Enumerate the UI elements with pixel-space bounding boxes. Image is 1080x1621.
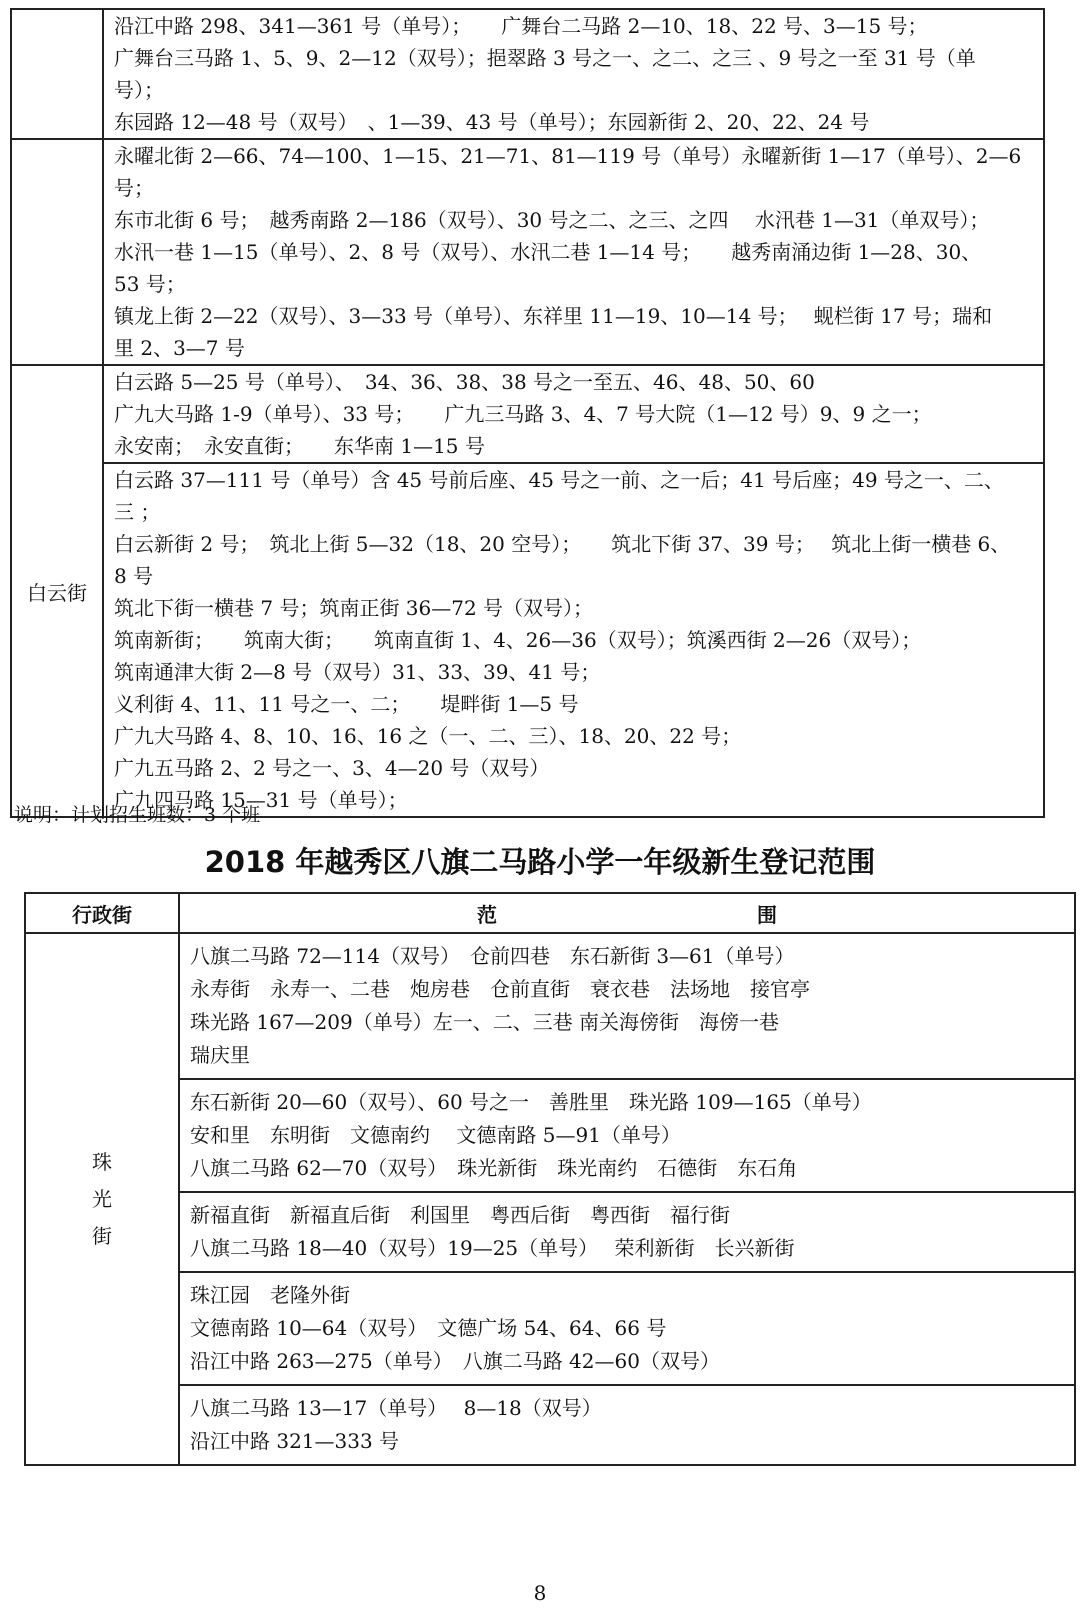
table-row (11, 9, 1044, 139)
table-row (25, 1385, 1075, 1465)
range-line: 八旗二马路 13—17（单号） 8—18（双号） (190, 1396, 602, 1420)
range-line: 新福直街 新福直后街 利国里 粤西后街 粤西街 福行街 (190, 1203, 730, 1227)
range-line: 号）； (114, 78, 164, 102)
range-cell (103, 463, 1044, 817)
range-line: 里 2、3—7 号 (114, 336, 245, 360)
range-line: 沿江中路 263—275（单号） 八旗二马路 42—60（双号） (190, 1349, 720, 1373)
range-line: 东市北街 6 号； 越秀南路 2—186（双号）、30 号之二、之三、之四 水汛巷 1—31（单双号）； (114, 208, 990, 232)
range-line: 8 号 (114, 564, 154, 588)
range-line: 永曜北街 2—66、74—100、1—15、21—71、81—119 号（单号）永曜新街 1—17（单号）、2—6 (114, 144, 1022, 168)
range-line: 广九大马路 1-9（单号）、33 号； 广九三马路 3、4、7 号大院（1—12 号）9、9 之一； (114, 402, 932, 426)
range-cell (103, 9, 1044, 139)
range-line: 永寿街 永寿一、二巷 炮房巷 仓前直街 衰衣巷 法场地 接官亭 (190, 977, 810, 1001)
document-title: 2018 年越秀区八旗二马路小学一年级新生登记范围 (204, 845, 876, 879)
range-line: 筑南新街； 筑南大街； 筑南直街 1、4、26—36（双号）；筑溪西街 2—26（双号）； (114, 628, 922, 652)
table-row (25, 933, 1075, 1079)
district-cell-empty (11, 9, 103, 139)
district-char: 光 (92, 1186, 112, 1211)
range-cell (179, 933, 1075, 1079)
range-line: 永安南； 永安直街； 东华南 1—15 号 (114, 434, 485, 458)
range-line: 安和里 东明街 文德南约 文德南路 5—91（单号） (190, 1123, 681, 1147)
range-line: 八旗二马路 62—70（双号） 珠光新街 珠光南约 石德街 东石角 (190, 1156, 798, 1180)
district-cell-empty (11, 139, 103, 365)
range-cell (103, 139, 1044, 365)
top-registration-table (10, 8, 1045, 818)
table-row (25, 1079, 1075, 1192)
range-cell (179, 1272, 1075, 1385)
range-line: 东石新街 20—60（双号）、60 号之一 善胜里 珠光路 109—165（单号） (190, 1090, 872, 1114)
range-line: 珠江园 老隆外街 (190, 1283, 350, 1307)
range-line: 沿江中路 298、341—361 号（单号）； 广舞台二马路 2—10、18、22 号、3—15 号； (114, 14, 928, 38)
range-cell (103, 365, 1044, 463)
range-cell (179, 1385, 1075, 1465)
table-row (11, 139, 1044, 365)
range-line: 白云路 5—25 号（单号）、 34、36、38、38 号之一至五、46、48、50、60 (114, 370, 815, 394)
range-line: 号； (114, 176, 154, 200)
range-line: 镇龙上街 2—22（双号）、3—33 号（单号）、东祥里 11—19、10—14 号； 蚬栏街 17 号；瑞和 (114, 304, 993, 328)
district-char: 街 (92, 1223, 112, 1248)
class-plan-note: 说明：计划招生班数：3 个班 (14, 804, 261, 826)
district-label: 白云街 (11, 365, 103, 817)
range-line: 广舞台三马路 1、5、9、2—12（双号）；挹翠路 3 号之一、之二、之三 、9 号之一至 31 号（单 (114, 46, 976, 70)
range-line: 珠光路 167—209（单号）左一、二、三巷 南关海傍街 海傍一巷 (190, 1010, 780, 1034)
range-line: 广九四马路 15—31 号（单号）； (114, 788, 408, 812)
range-line: 筑南通津大街 2—8 号（双号）31、33、39、41 号； (114, 660, 601, 684)
table-row (25, 1272, 1075, 1385)
table-header-row (25, 893, 1075, 933)
range-line: 瑞庆里 (190, 1043, 250, 1067)
range-line: 文德南路 10—64（双号） 文德广场 54、64、66 号 (190, 1316, 667, 1340)
range-line: 53 号； (114, 272, 186, 296)
range-line: 沿江中路 321—333 号 (190, 1429, 400, 1453)
range-line: 广九五马路 2、2 号之一、3、4—20 号（双号） (114, 756, 550, 780)
range-line: 八旗二马路 72—114（双号） 仓前四巷 东石新街 3—61（单号） (190, 944, 795, 968)
range-line: 白云新街 2 号； 筑北上街 5—32（18、20 空号）； 筑北下街 37、39 号； 筑北上街一横巷 6、 (114, 532, 1011, 556)
range-line: 东园路 12—48 号（双号） 、1—39、43 号（单号）；东园新街 2、20、22、24 号 (114, 110, 870, 134)
table-row (11, 365, 1044, 463)
range-cell (179, 1079, 1075, 1192)
range-line: 白云路 37—111 号（单号）含 45 号前后座、45 号之一前、之一后；41 号后座；49 号之一、二、 (114, 468, 1004, 492)
header-range (179, 893, 1075, 933)
page-number: 8 (533, 1581, 547, 1605)
header-range-char-1: 范 (477, 902, 497, 927)
district-label-vertical (25, 933, 179, 1465)
range-line: 义利街 4、11、11 号之一、二； 堤畔街 1—5 号 (114, 692, 579, 716)
table-row (25, 1192, 1075, 1272)
range-line: 广九大马路 4、8、10、16、16 之（一、二、三）、18、20、22 号； (114, 724, 742, 748)
range-line: 八旗二马路 18—40（双号）19—25（单号） 荣利新街 长兴新街 (190, 1236, 795, 1260)
header-range-char-2: 围 (757, 902, 777, 927)
range-cell (179, 1192, 1075, 1272)
range-line: 三 ； (114, 500, 161, 524)
district-char: 珠 (92, 1149, 112, 1174)
range-line: 水汛一巷 1—15（单号）、2、8 号（双号）、水汛二巷 1—14 号； 越秀南涌边街 1—28、30、 (114, 240, 982, 264)
range-line: 筑北下街一横巷 7 号；筑南正街 36—72 号（双号）； (114, 596, 594, 620)
bottom-registration-table (24, 892, 1076, 1466)
table-row (11, 463, 1044, 817)
header-admin-street: 行政街 (25, 893, 179, 933)
